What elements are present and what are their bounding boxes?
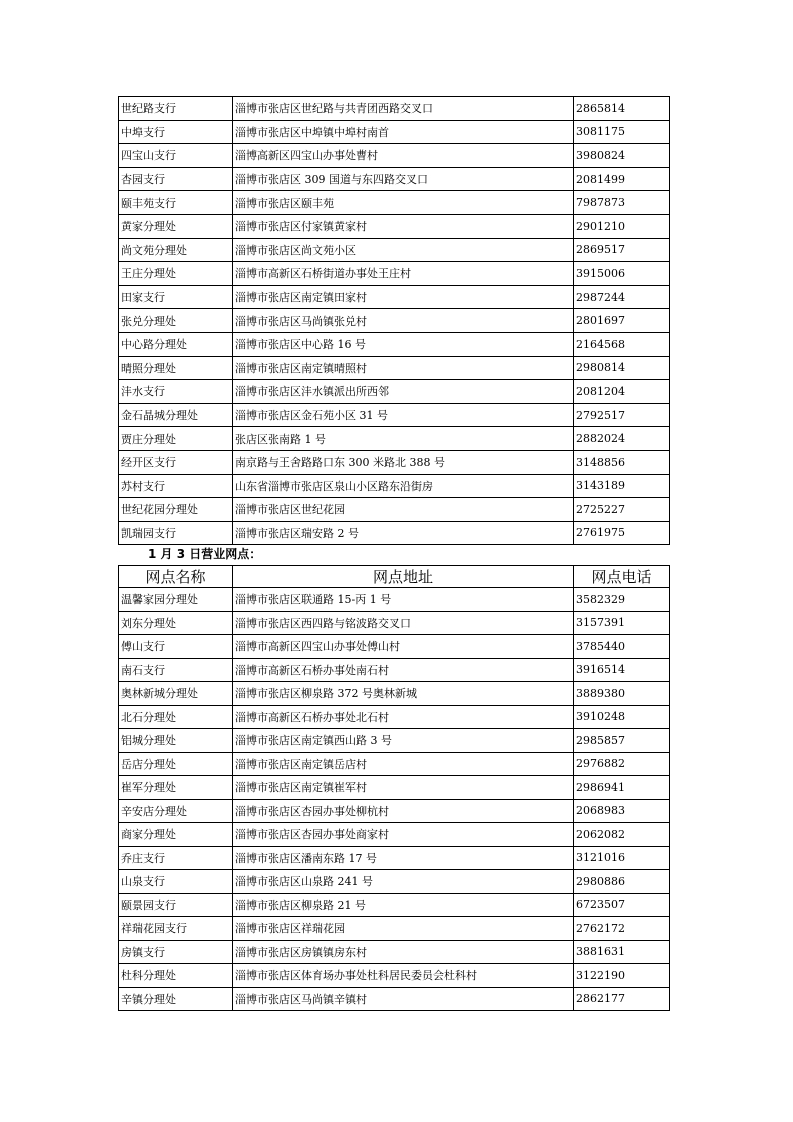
- branch-phone-cell: 2869517: [574, 238, 670, 262]
- table-row: [119, 588, 670, 612]
- branch-phone-cell: 3915006: [574, 262, 670, 286]
- branch-name-cell: 张兑分理处: [119, 309, 233, 333]
- branch-phone-cell: 3148856: [574, 450, 670, 474]
- branch-address-cell: 淄博市张店区马尚镇张兑村: [233, 309, 574, 333]
- table-row: [119, 521, 670, 545]
- table-row: [119, 682, 670, 706]
- header-branch-phone: 网点电话: [574, 566, 670, 588]
- table-row: [119, 356, 670, 380]
- branch-address-cell: 淄博市张店区沣水镇派出所西邻: [233, 380, 574, 404]
- table-row: [119, 309, 670, 333]
- table-row: [119, 799, 670, 823]
- branch-phone-cell: 2761975: [574, 521, 670, 545]
- branch-name-cell: 沣水支行: [119, 380, 233, 404]
- table-row: [119, 262, 670, 286]
- branch-phone-cell: 6723507: [574, 893, 670, 917]
- branch-name-cell: 苏村支行: [119, 474, 233, 498]
- branch-address-cell: 淄博市张店区杏园办事处柳杭村: [233, 799, 574, 823]
- table-row: [119, 846, 670, 870]
- branch-phone-cell: 2081499: [574, 167, 670, 191]
- branch-name-cell: 辛镇分理处: [119, 987, 233, 1011]
- branch-address-cell: 淄博高新区四宝山办事处曹村: [233, 144, 574, 168]
- branch-phone-cell: 2792517: [574, 403, 670, 427]
- branch-name-cell: 颐丰苑支行: [119, 191, 233, 215]
- table-row: [119, 191, 670, 215]
- branch-address-cell: 张店区张南路 1 号: [233, 427, 574, 451]
- branch-address-cell: 淄博市张店区南定镇岳店村: [233, 752, 574, 776]
- branch-address-cell: 淄博市张店区潘南东路 17 号: [233, 846, 574, 870]
- branch-phone-cell: 3889380: [574, 682, 670, 706]
- branch-name-cell: 岳店分理处: [119, 752, 233, 776]
- table-row: [119, 917, 670, 941]
- branch-address-cell: 淄博市张店区尚文苑小区: [233, 238, 574, 262]
- branch-phone-cell: 2980886: [574, 870, 670, 894]
- branch-phone-cell: 2762172: [574, 917, 670, 941]
- table-row: [119, 403, 670, 427]
- branch-address-cell: 淄博市张店区中心路 16 号: [233, 332, 574, 356]
- branch-table-2: [118, 565, 670, 1011]
- table-row: [119, 285, 670, 309]
- branch-address-cell: 淄博市张店区世纪花园: [233, 498, 574, 522]
- table-row: [119, 635, 670, 659]
- branch-name-cell: 金石晶城分理处: [119, 403, 233, 427]
- branch-phone-cell: 2081204: [574, 380, 670, 404]
- table-row: [119, 658, 670, 682]
- branch-name-cell: 乔庄支行: [119, 846, 233, 870]
- branch-address-cell: 淄博市张店区柳泉路 21 号: [233, 893, 574, 917]
- branch-address-cell: 淄博市张店区西四路与铭波路交叉口: [233, 611, 574, 635]
- table-row: [119, 893, 670, 917]
- branch-name-cell: 中心路分理处: [119, 332, 233, 356]
- branch-phone-cell: 2068983: [574, 799, 670, 823]
- branch-name-cell: 商家分理处: [119, 823, 233, 847]
- branch-address-cell: 淄博市张店区颐丰苑: [233, 191, 574, 215]
- table-row: [119, 97, 670, 121]
- branch-name-cell: 经开区支行: [119, 450, 233, 474]
- branch-table-1: [118, 96, 670, 545]
- header-branch-name: 网点名称: [119, 566, 233, 588]
- branch-name-cell: 崔军分理处: [119, 776, 233, 800]
- branch-name-cell: 尚文苑分理处: [119, 238, 233, 262]
- branch-phone-cell: 2725227: [574, 498, 670, 522]
- branch-address-cell: 淄博市张店区瑞安路 2 号: [233, 521, 574, 545]
- branch-address-cell: 淄博市张店区 309 国道与东四路交叉口: [233, 167, 574, 191]
- table-row: [119, 474, 670, 498]
- branch-name-cell: 中埠支行: [119, 120, 233, 144]
- table-row: [119, 498, 670, 522]
- branch-address-cell: 淄博市高新区石桥办事处南石村: [233, 658, 574, 682]
- branch-address-cell: 淄博市高新区四宝山办事处傅山村: [233, 635, 574, 659]
- branch-phone-cell: 3916514: [574, 658, 670, 682]
- branch-address-cell: 淄博市张店区付家镇黄家村: [233, 214, 574, 238]
- table-row: [119, 705, 670, 729]
- branch-address-cell: 淄博市张店区山泉路 241 号: [233, 870, 574, 894]
- branch-address-cell: 淄博市张店区柳泉路 372 号奥林新城: [233, 682, 574, 706]
- branch-name-cell: 刘东分理处: [119, 611, 233, 635]
- branch-phone-cell: 3122190: [574, 964, 670, 988]
- branch-address-cell: 淄博市张店区南定镇崔军村: [233, 776, 574, 800]
- branch-table-1-body: [119, 97, 670, 545]
- branch-phone-cell: 3121016: [574, 846, 670, 870]
- branch-phone-cell: 2980814: [574, 356, 670, 380]
- branch-name-cell: 北石分理处: [119, 705, 233, 729]
- branch-name-cell: 杜科分理处: [119, 964, 233, 988]
- table-row: [119, 987, 670, 1011]
- branch-phone-cell: 2986941: [574, 776, 670, 800]
- section-title: 1 月 3 日营业网点：: [148, 547, 262, 561]
- branch-name-cell: 颐景园支行: [119, 893, 233, 917]
- branch-address-cell: 淄博市高新区石桥办事处北石村: [233, 705, 574, 729]
- table-row: [119, 940, 670, 964]
- table-row: [119, 964, 670, 988]
- branch-name-cell: 世纪路支行: [119, 97, 233, 121]
- branch-name-cell: 傅山支行: [119, 635, 233, 659]
- branch-name-cell: 山泉支行: [119, 870, 233, 894]
- table-row: [119, 870, 670, 894]
- branch-phone-cell: 7987873: [574, 191, 670, 215]
- branch-address-cell: 淄博市张店区中埠镇中埠村南首: [233, 120, 574, 144]
- branch-phone-cell: 3081175: [574, 120, 670, 144]
- branch-phone-cell: 2062082: [574, 823, 670, 847]
- table-row: [119, 380, 670, 404]
- table-row: [119, 332, 670, 356]
- branch-phone-cell: 3157391: [574, 611, 670, 635]
- branch-name-cell: 田家支行: [119, 285, 233, 309]
- table-row: [119, 450, 670, 474]
- branch-table-2-body: [119, 588, 670, 1011]
- branch-address-cell: 淄博市张店区世纪路与共青团西路交叉口: [233, 97, 574, 121]
- table-row: [119, 776, 670, 800]
- table-row: [119, 238, 670, 262]
- branch-address-cell: 淄博市张店区祥瑞花园: [233, 917, 574, 941]
- branch-phone-cell: 2901210: [574, 214, 670, 238]
- table-row: [119, 729, 670, 753]
- branch-address-cell: 淄博市张店区联通路 15-丙 1 号: [233, 588, 574, 612]
- branch-address-cell: 南京路与王舍路路口东 300 米路北 388 号: [233, 450, 574, 474]
- branch-name-cell: 世纪花园分理处: [119, 498, 233, 522]
- branch-phone-cell: 3143189: [574, 474, 670, 498]
- branch-phone-cell: 2801697: [574, 309, 670, 333]
- table-row: [119, 611, 670, 635]
- branch-name-cell: 贾庄分理处: [119, 427, 233, 451]
- table-row: [119, 214, 670, 238]
- branch-phone-cell: 3881631: [574, 940, 670, 964]
- table-row: [119, 120, 670, 144]
- branch-name-cell: 黄家分理处: [119, 214, 233, 238]
- table-header-row: [119, 566, 670, 588]
- branch-name-cell: 奥林新城分理处: [119, 682, 233, 706]
- branch-name-cell: 辛安店分理处: [119, 799, 233, 823]
- branch-address-cell: 淄博市张店区南定镇晴照村: [233, 356, 574, 380]
- branch-address-cell: 淄博市张店区南定镇田家村: [233, 285, 574, 309]
- branch-address-cell: 淄博市张店区金石苑小区 31 号: [233, 403, 574, 427]
- branch-phone-cell: 3980824: [574, 144, 670, 168]
- branch-address-cell: 淄博市张店区马尚镇辛镇村: [233, 987, 574, 1011]
- branch-name-cell: 温馨家园分理处: [119, 588, 233, 612]
- table-row: [119, 752, 670, 776]
- branch-address-cell: 淄博市张店区体育场办事处杜科居民委员会杜科村: [233, 964, 574, 988]
- branch-name-cell: 祥瑞花园支行: [119, 917, 233, 941]
- branch-address-cell: 淄博市张店区房镇镇房东村: [233, 940, 574, 964]
- branch-phone-cell: 2882024: [574, 427, 670, 451]
- branch-phone-cell: 2987244: [574, 285, 670, 309]
- branch-phone-cell: 3785440: [574, 635, 670, 659]
- branch-name-cell: 杏园支行: [119, 167, 233, 191]
- table-row: [119, 823, 670, 847]
- branch-name-cell: 凯瑞园支行: [119, 521, 233, 545]
- branch-phone-cell: 2164568: [574, 332, 670, 356]
- table-row: [119, 144, 670, 168]
- branch-name-cell: 晴照分理处: [119, 356, 233, 380]
- header-branch-address: 网点地址: [233, 566, 574, 588]
- branch-address-cell: 山东省淄博市张店区泉山小区路东沿街房: [233, 474, 574, 498]
- branch-address-cell: 淄博市张店区杏园办事处商家村: [233, 823, 574, 847]
- table-row: [119, 167, 670, 191]
- branch-phone-cell: 2985857: [574, 729, 670, 753]
- branch-phone-cell: 2862177: [574, 987, 670, 1011]
- branch-name-cell: 铝城分理处: [119, 729, 233, 753]
- branch-phone-cell: 3910248: [574, 705, 670, 729]
- branch-name-cell: 王庄分理处: [119, 262, 233, 286]
- branch-name-cell: 南石支行: [119, 658, 233, 682]
- branch-name-cell: 房镇支行: [119, 940, 233, 964]
- table-row: [119, 427, 670, 451]
- branch-phone-cell: 3582329: [574, 588, 670, 612]
- branch-name-cell: 四宝山支行: [119, 144, 233, 168]
- branch-address-cell: 淄博市高新区石桥街道办事处王庄村: [233, 262, 574, 286]
- branch-phone-cell: 2976882: [574, 752, 670, 776]
- branch-address-cell: 淄博市张店区南定镇西山路 3 号: [233, 729, 574, 753]
- branch-phone-cell: 2865814: [574, 97, 670, 121]
